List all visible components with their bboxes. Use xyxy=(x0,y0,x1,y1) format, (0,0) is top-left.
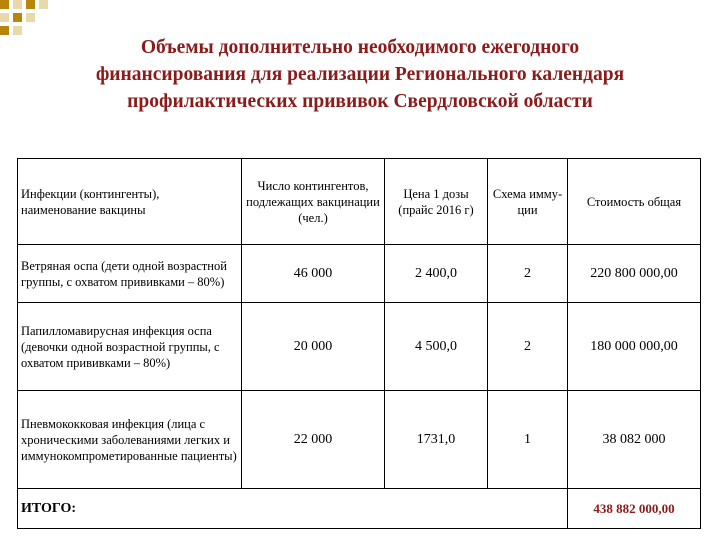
table-total-row xyxy=(18,489,701,529)
deco-square xyxy=(0,0,9,9)
row-scheme: 1 xyxy=(488,391,568,489)
slide-title xyxy=(0,34,720,115)
row-infection-name: Ветряная оспа (дети одной возрастной группы, с охватом прививками – 80%) xyxy=(18,245,242,303)
title-line: Объемы дополнительно необходимого ежегодного xyxy=(140,37,580,58)
row-count: 20 000 xyxy=(242,303,385,391)
row-count: 22 000 xyxy=(242,391,385,489)
title-line: профилактических прививок Свердловской области xyxy=(127,91,593,112)
deco-square xyxy=(13,13,22,22)
header-cell-infection: Инфекции (контингенты), наименование вакцины xyxy=(18,159,242,245)
table-header-row xyxy=(18,159,701,245)
funding-table xyxy=(17,158,701,529)
deco-square xyxy=(26,0,35,9)
row-price: 4 500,0 xyxy=(385,303,488,391)
table-row xyxy=(18,391,701,489)
title-line: финансирования для реализации Регионального календаря xyxy=(95,64,625,85)
row-cost: 220 800 000,00 xyxy=(568,245,701,303)
row-infection-name: Папилломавирусная инфекция оспа (девочки одной возрастной группы, с охватом прививками – 80%) xyxy=(18,303,242,391)
row-price: 2 400,0 xyxy=(385,245,488,303)
header-cell-price: Цена 1 дозы (прайс 2016 г) xyxy=(385,159,488,245)
header-cell-scheme: Схема имму-ции xyxy=(488,159,568,245)
total-value: 438 882 000,00 xyxy=(568,489,701,529)
row-scheme: 2 xyxy=(488,303,568,391)
deco-square xyxy=(39,0,48,9)
deco-square xyxy=(13,0,22,9)
deco-square xyxy=(26,13,35,22)
table-row xyxy=(18,303,701,391)
row-cost: 180 000 000,00 xyxy=(568,303,701,391)
row-cost: 38 082 000 xyxy=(568,391,701,489)
deco-square xyxy=(0,13,9,22)
row-infection-name: Пневмококковая инфекция (лица с хроническими заболеваниями легких и иммунокомпрометированные пациенты) xyxy=(18,391,242,489)
total-label: ИТОГО: xyxy=(18,489,568,529)
table-row xyxy=(18,245,701,303)
row-price: 1731,0 xyxy=(385,391,488,489)
row-count: 46 000 xyxy=(242,245,385,303)
header-cell-count: Число контингентов, подлежащих вакцинации (чел.) xyxy=(242,159,385,245)
header-cell-cost: Стоимость общая xyxy=(568,159,701,245)
row-scheme: 2 xyxy=(488,245,568,303)
